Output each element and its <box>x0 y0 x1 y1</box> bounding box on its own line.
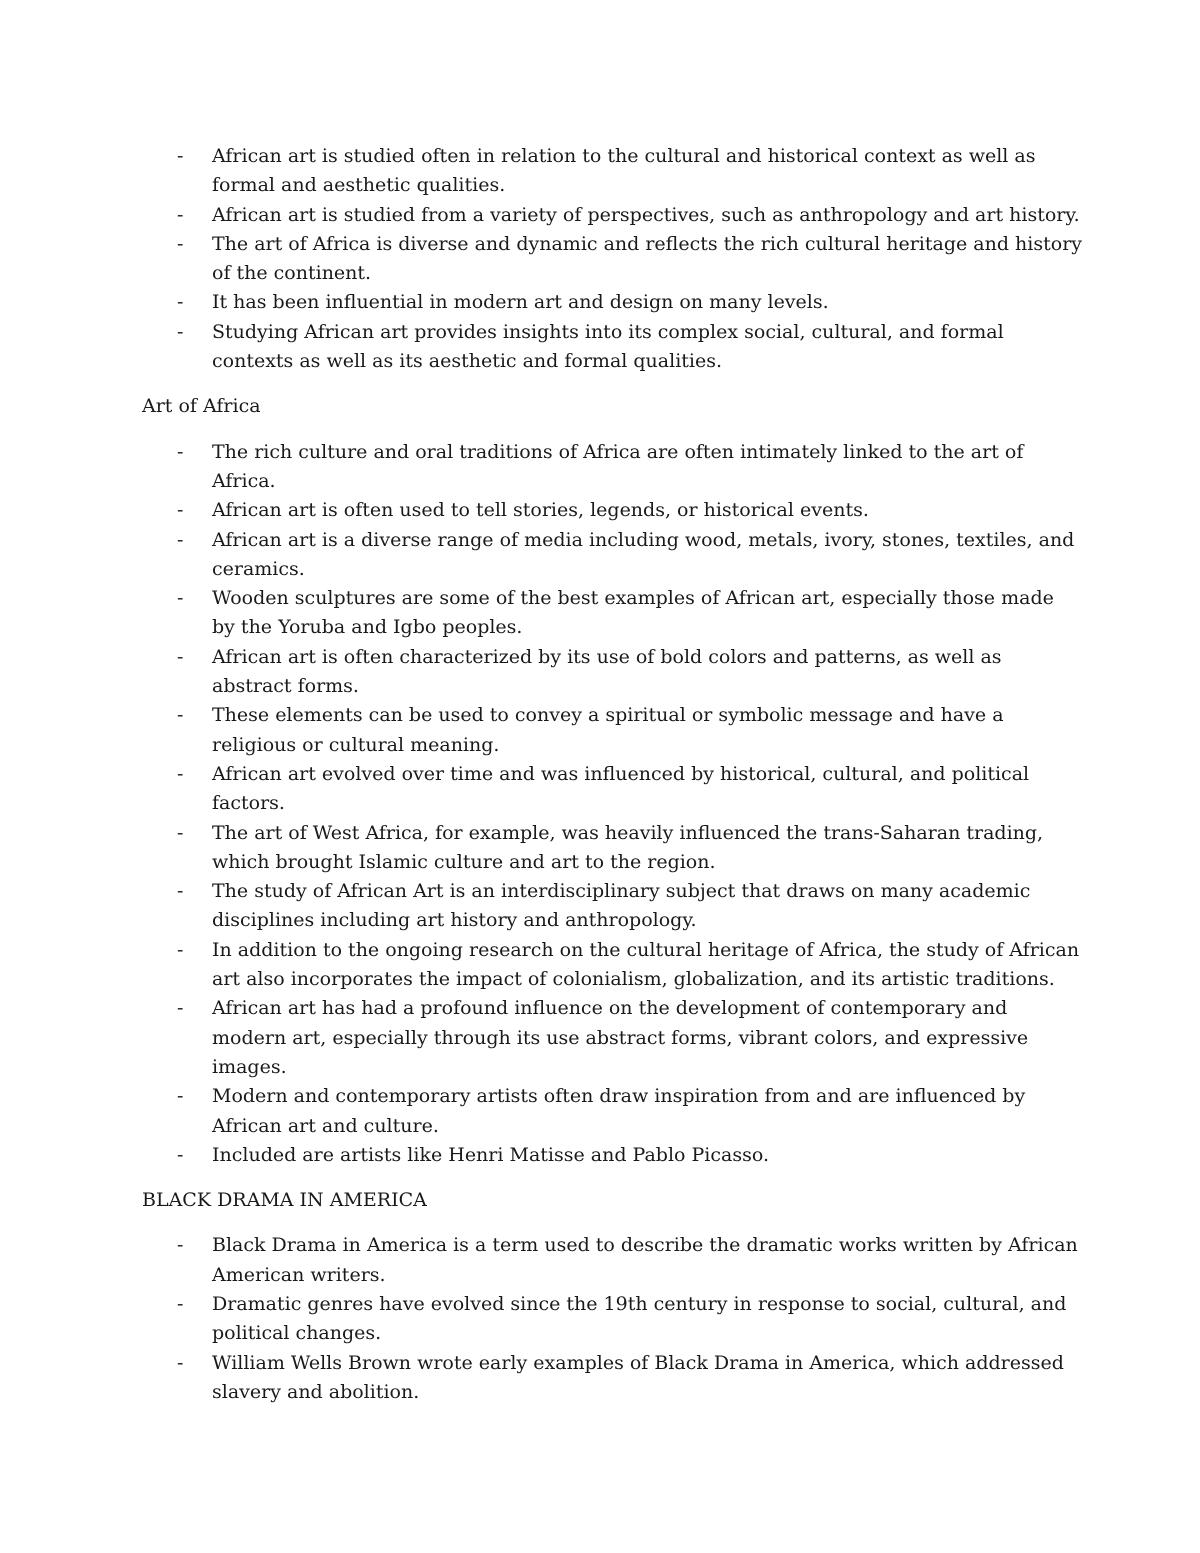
list-item <box>142 496 1082 525</box>
list-item-text: Studying African art provides insights into its complex social, cultural, and formal contexts as well as its aesthetic and formal qualities. <box>212 320 1004 373</box>
list-item <box>142 438 1082 497</box>
list-item-text: The study of African Art is an interdisciplinary subject that draws on many academic disciplines including art history and anthropology. <box>212 880 1031 932</box>
list-item <box>142 288 1082 317</box>
section-heading-black-drama: BLACK DRAMA IN AMERICA <box>142 1189 427 1212</box>
list-item <box>142 318 1082 377</box>
list-item-text: African art is often characterized by its use of bold colors and patterns, as well as abstract forms. <box>212 645 1002 698</box>
document-body <box>142 142 1082 1407</box>
list-item-text: In addition to the ongoing research on the cultural heritage of Africa, the study of African art also incorporates the impact of colonialism, globalization, and its artistic traditions. <box>212 938 1080 991</box>
bullet-dash: - <box>177 320 184 343</box>
section-heading-art-of-africa: Art of Africa <box>142 395 261 418</box>
list-item <box>142 1349 1082 1408</box>
list-item <box>142 230 1082 289</box>
list-item-text: Dramatic genres have evolved since the 19th century in response to social, cultural, and political changes. <box>212 1292 1067 1345</box>
list-item-text: The art of Africa is diverse and dynamic and reflects the rich cultural heritage and history of the continent. <box>212 232 1083 285</box>
black-drama-list <box>142 1231 1082 1407</box>
list-item-text: William Wells Brown wrote early examples of Black Drama in America, which addressed slavery and abolition. <box>212 1351 1064 1403</box>
list-item-text: African art is a diverse range of media including wood, metals, ivory, stones, textiles, and ceramics. <box>212 528 1075 580</box>
list-item-text: African art is often used to tell stories, legends, or historical events. <box>212 499 869 522</box>
bullet-dash: - <box>177 291 184 314</box>
list-item <box>142 1290 1082 1349</box>
bullet-dash: - <box>177 440 184 463</box>
list-item <box>142 701 1082 760</box>
bullet-dash: - <box>177 528 184 551</box>
list-item <box>142 994 1082 1082</box>
bullet-dash: - <box>177 938 184 961</box>
bullet-dash: - <box>177 1085 184 1108</box>
bullet-dash: - <box>177 232 184 255</box>
list-item-text: African art has had a profound influence on the development of contemporary and modern art, especially through its use abstract forms, vibrant colors, and expressive images. <box>212 997 1029 1078</box>
bullet-dash: - <box>177 203 184 226</box>
bullet-dash: - <box>177 821 184 844</box>
bullet-dash: - <box>177 145 184 167</box>
bullet-dash: - <box>177 704 184 727</box>
list-item-text: These elements can be used to convey a spiritual or symbolic message and have a religious or cultural meaning. <box>212 704 1004 756</box>
list-item-text: The rich culture and oral traditions of Africa are often intimately linked to the art of Africa. <box>212 440 1024 492</box>
bullet-dash: - <box>177 880 184 903</box>
bullet-dash: - <box>177 762 184 785</box>
art-of-africa-list <box>142 438 1082 1170</box>
list-item-text: Included are artists like Henri Matisse and Pablo Picasso. <box>212 1143 769 1166</box>
list-item <box>142 643 1082 702</box>
list-item <box>142 819 1082 878</box>
list-item <box>142 760 1082 819</box>
list-item <box>142 584 1082 643</box>
list-item <box>142 1231 1082 1290</box>
list-item-text: African art evolved over time and was influenced by historical, cultural, and political factors. <box>212 762 1030 815</box>
bullet-dash: - <box>177 587 184 610</box>
list-item <box>142 142 1082 201</box>
bullet-dash: - <box>177 499 184 522</box>
list-item <box>142 526 1082 585</box>
list-item-text: African art is studied often in relation to the cultural and historical context as well as formal and aesthetic qualities. <box>212 145 1036 197</box>
list-item <box>142 936 1082 995</box>
list-item <box>142 1082 1082 1141</box>
list-item-text: Black Drama in America is a term used to describe the dramatic works written by African American writers. <box>212 1234 1078 1286</box>
list-item-text: African art is studied from a variety of perspectives, such as anthropology and art history. <box>212 203 1080 226</box>
list-item-text: It has been influential in modern art and design on many levels. <box>212 291 829 314</box>
bullet-dash: - <box>177 1351 184 1374</box>
bullet-dash: - <box>177 997 184 1020</box>
list-item <box>142 201 1082 230</box>
bullet-dash: - <box>177 1234 184 1257</box>
bullet-dash: - <box>177 1292 184 1315</box>
bullet-dash: - <box>177 645 184 668</box>
list-item <box>142 877 1082 936</box>
list-item-text: The art of West Africa, for example, was heavily influenced the trans-Saharan trading, which brought Islamic culture and art to the region. <box>212 821 1044 873</box>
intro-list <box>142 142 1082 376</box>
bullet-dash: - <box>177 1143 184 1166</box>
list-item-text: Modern and contemporary artists often draw inspiration from and are influenced by African art and culture. <box>212 1085 1026 1137</box>
list-item-text: Wooden sculptures are some of the best examples of African art, especially those made by the Yoruba and Igbo peoples. <box>212 587 1054 639</box>
list-item <box>142 1141 1082 1170</box>
